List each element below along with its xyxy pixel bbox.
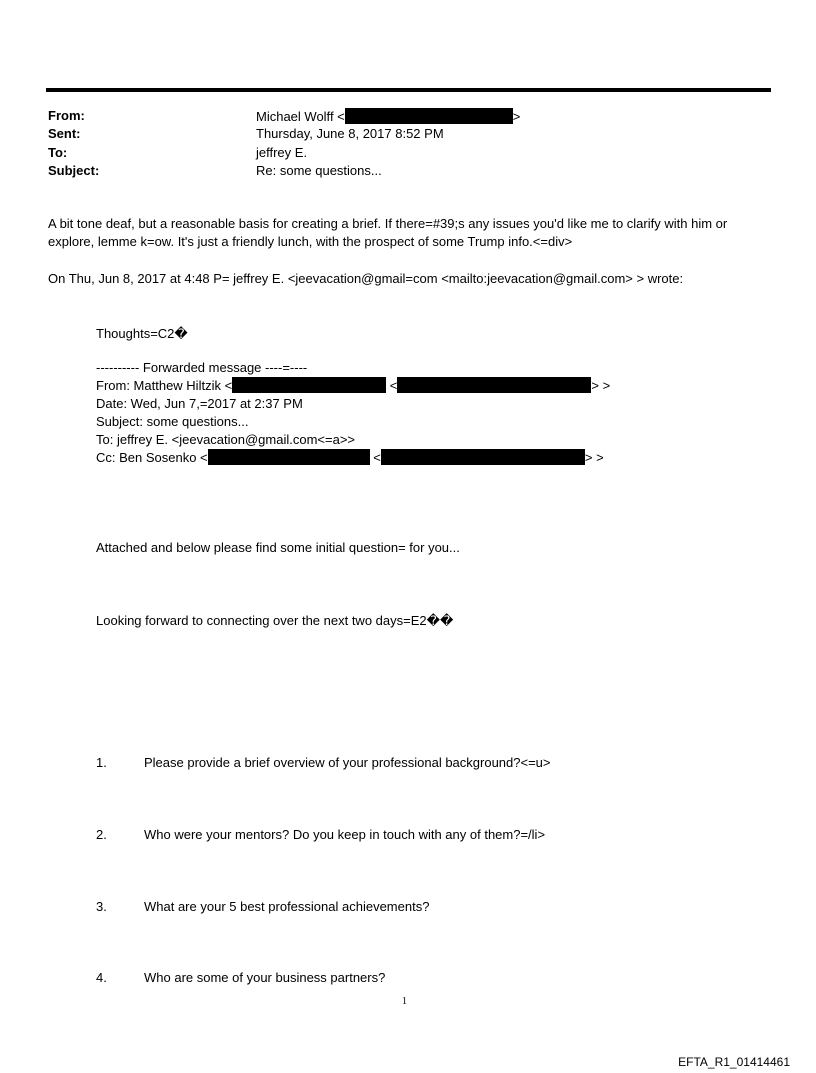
looking-forward-line: Looking forward to connecting over the next two days=E2�� xyxy=(96,613,454,628)
redaction-box xyxy=(381,449,585,465)
fwd-cc-line xyxy=(96,449,604,467)
sent-value: Thursday, June 8, 2017 8:52 PM xyxy=(256,126,444,141)
from-name: Michael Wolff < xyxy=(256,109,345,124)
from-close: > xyxy=(512,109,521,124)
redaction-box xyxy=(345,108,513,124)
forwarded-message-line: ---------- Forwarded message ----=---- xyxy=(96,360,308,375)
fwd-to-line: To: jeffrey E. <jeevacation@gmail.com<=a>> xyxy=(96,432,356,447)
quote-intro: On Thu, Jun 8, 2017 at 4:48 P= jeffrey E. <jeevacation@gmail=com <mailto:jeevacation@gmail.com> > wrote: xyxy=(48,271,684,286)
question-text: What are your 5 best professional achievements? xyxy=(144,899,430,914)
question-text: Who were your mentors? Do you keep in touch with any of them?=/li> xyxy=(144,827,546,842)
attached-line: Attached and below please find some initial question= for you... xyxy=(96,540,460,555)
reply-paragraph: A bit tone deaf, but a reasonable basis for creating a brief. If there=#39;s any issues you'd like me to clarify with him or explore, lemme k=ow. It's just a friendly lunch, with the prospect of some Trump info.<=div> xyxy=(48,216,728,249)
fwd-date-line: Date: Wed, Jun 7,=2017 at 2:37 PM xyxy=(96,396,303,411)
question-text: Please provide a brief overview of your professional background?<=u> xyxy=(144,755,551,770)
fwd-from-mid: < xyxy=(389,378,398,393)
from-label: From: xyxy=(48,108,85,123)
subject-value: Re: some questions... xyxy=(256,163,382,178)
to-value: jeffrey E. xyxy=(256,145,308,160)
subject-label: Subject: xyxy=(48,163,100,178)
question-number: 4. xyxy=(96,970,107,985)
redaction-box xyxy=(397,377,591,393)
fwd-cc-prefix: Cc: Ben Sosenko < xyxy=(96,450,208,465)
document-id: EFTA_R1_01414461 xyxy=(678,1055,790,1069)
thoughts-line: Thoughts=C2� xyxy=(96,326,188,341)
question-text: Who are some of your business partners? xyxy=(144,970,386,985)
question-number: 3. xyxy=(96,899,107,914)
question-number: 2. xyxy=(96,827,107,842)
question-number: 1. xyxy=(96,755,107,770)
from-value xyxy=(256,108,520,124)
to-label: To: xyxy=(48,145,68,160)
fwd-from-end: > > xyxy=(591,378,611,393)
sent-label: Sent: xyxy=(48,126,81,141)
page-number: 1 xyxy=(402,996,407,1007)
header-rule xyxy=(46,88,771,92)
fwd-from-line xyxy=(96,377,610,395)
fwd-from-prefix: From: Matthew Hiltzik < xyxy=(96,378,233,393)
fwd-cc-mid: < xyxy=(373,450,381,465)
fwd-subject-line: Subject: some questions... xyxy=(96,414,249,429)
redaction-box xyxy=(232,377,386,393)
fwd-cc-end: > > xyxy=(584,450,604,465)
redaction-box xyxy=(208,449,370,465)
